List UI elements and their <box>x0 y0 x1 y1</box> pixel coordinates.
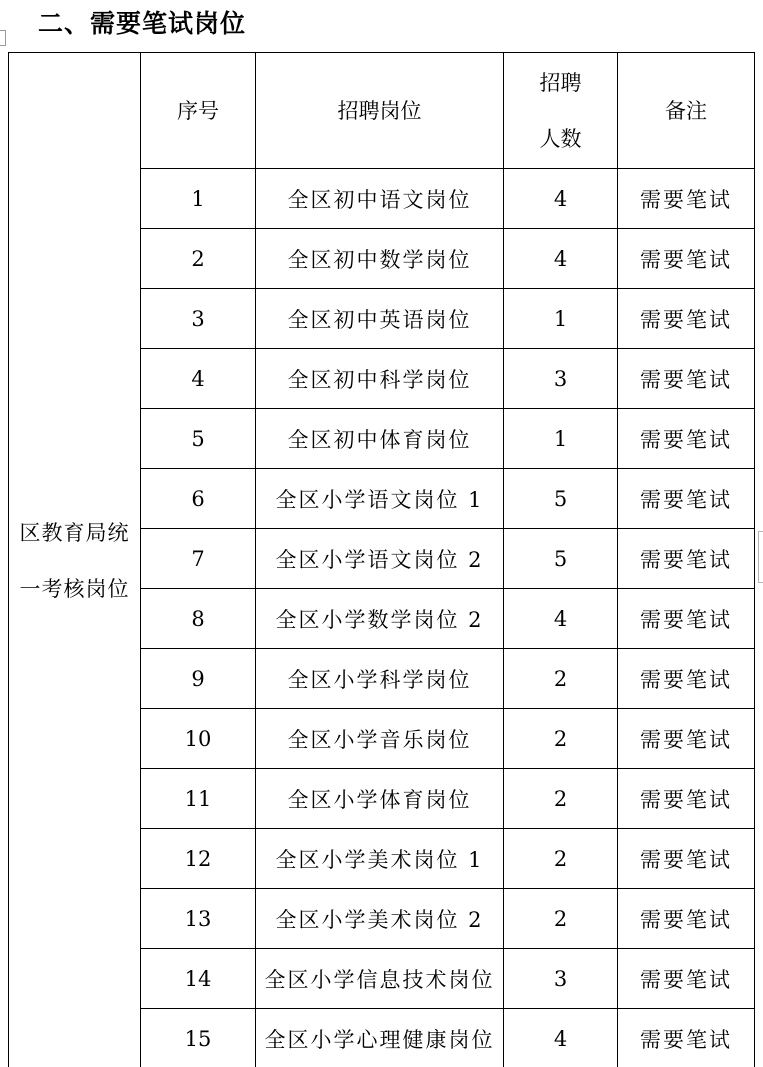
cell-index: 7 <box>141 529 256 589</box>
cell-note: 需要笔试 <box>618 409 755 469</box>
cell-count: 4 <box>504 589 618 649</box>
cell-count: 2 <box>504 709 618 769</box>
cell-count: 2 <box>504 889 618 949</box>
cell-note: 需要笔试 <box>618 889 755 949</box>
cell-note: 需要笔试 <box>618 529 755 589</box>
cell-count: 2 <box>504 769 618 829</box>
cell-note: 需要笔试 <box>618 1009 755 1067</box>
cell-position: 全区初中体育岗位 <box>256 409 504 469</box>
cell-index: 10 <box>141 709 256 769</box>
group-cell <box>9 53 141 1067</box>
group-label-line1: 区教育局统 <box>19 520 130 545</box>
cell-position: 全区小学信息技术岗位 <box>256 949 504 1009</box>
cell-count: 2 <box>504 649 618 709</box>
cell-index: 8 <box>141 589 256 649</box>
cell-count: 5 <box>504 469 618 529</box>
cell-index: 1 <box>141 169 256 229</box>
cell-position: 全区初中英语岗位 <box>256 289 504 349</box>
cell-count: 5 <box>504 529 618 589</box>
cell-index: 2 <box>141 229 256 289</box>
cell-note: 需要笔试 <box>618 829 755 889</box>
header-count-line1: 招聘 <box>539 70 582 95</box>
cell-count: 1 <box>504 289 618 349</box>
cell-position: 全区小学语文岗位 2 <box>256 529 504 589</box>
header-count-line2: 人数 <box>539 126 582 151</box>
cell-index: 6 <box>141 469 256 529</box>
header-position: 招聘岗位 <box>256 53 504 169</box>
cell-position: 全区小学语文岗位 1 <box>256 469 504 529</box>
cell-index: 3 <box>141 289 256 349</box>
header-index: 序号 <box>141 53 256 169</box>
recruitment-table <box>8 52 755 1067</box>
table-anchor-icon[interactable] <box>0 30 6 46</box>
cell-count: 4 <box>504 229 618 289</box>
cell-note: 需要笔试 <box>618 469 755 529</box>
cell-index: 14 <box>141 949 256 1009</box>
cell-note: 需要笔试 <box>618 649 755 709</box>
header-note: 备注 <box>618 53 755 169</box>
cell-count: 4 <box>504 1009 618 1067</box>
section-heading: 二、需要笔试岗位 <box>38 9 247 38</box>
cell-index: 4 <box>141 349 256 409</box>
cell-note: 需要笔试 <box>618 769 755 829</box>
group-label-line2: 一考核岗位 <box>19 576 130 601</box>
cell-index: 12 <box>141 829 256 889</box>
cell-position: 全区小学音乐岗位 <box>256 709 504 769</box>
cell-index: 15 <box>141 1009 256 1067</box>
cell-note: 需要笔试 <box>618 589 755 649</box>
cell-index: 11 <box>141 769 256 829</box>
table-header-row <box>9 53 755 169</box>
cell-index: 5 <box>141 409 256 469</box>
cell-note: 需要笔试 <box>618 949 755 1009</box>
cell-position: 全区小学美术岗位 2 <box>256 889 504 949</box>
cell-count: 3 <box>504 949 618 1009</box>
table-body <box>9 53 755 1067</box>
cell-note: 需要笔试 <box>618 709 755 769</box>
header-count <box>504 53 618 169</box>
cell-count: 3 <box>504 349 618 409</box>
cell-note: 需要笔试 <box>618 229 755 289</box>
cell-count: 4 <box>504 169 618 229</box>
cell-count: 2 <box>504 829 618 889</box>
cell-position: 全区初中数学岗位 <box>256 229 504 289</box>
cell-position: 全区初中科学岗位 <box>256 349 504 409</box>
cell-count: 1 <box>504 409 618 469</box>
cell-index: 13 <box>141 889 256 949</box>
cell-position: 全区初中语文岗位 <box>256 169 504 229</box>
cell-position: 全区小学科学岗位 <box>256 649 504 709</box>
cell-index: 9 <box>141 649 256 709</box>
cell-note: 需要笔试 <box>618 349 755 409</box>
cell-position: 全区小学心理健康岗位 <box>256 1009 504 1067</box>
cell-position: 全区小学数学岗位 2 <box>256 589 504 649</box>
cell-note: 需要笔试 <box>618 169 755 229</box>
scroll-marker[interactable] <box>758 531 763 583</box>
cell-position: 全区小学美术岗位 1 <box>256 829 504 889</box>
cell-position: 全区小学体育岗位 <box>256 769 504 829</box>
cell-note: 需要笔试 <box>618 289 755 349</box>
